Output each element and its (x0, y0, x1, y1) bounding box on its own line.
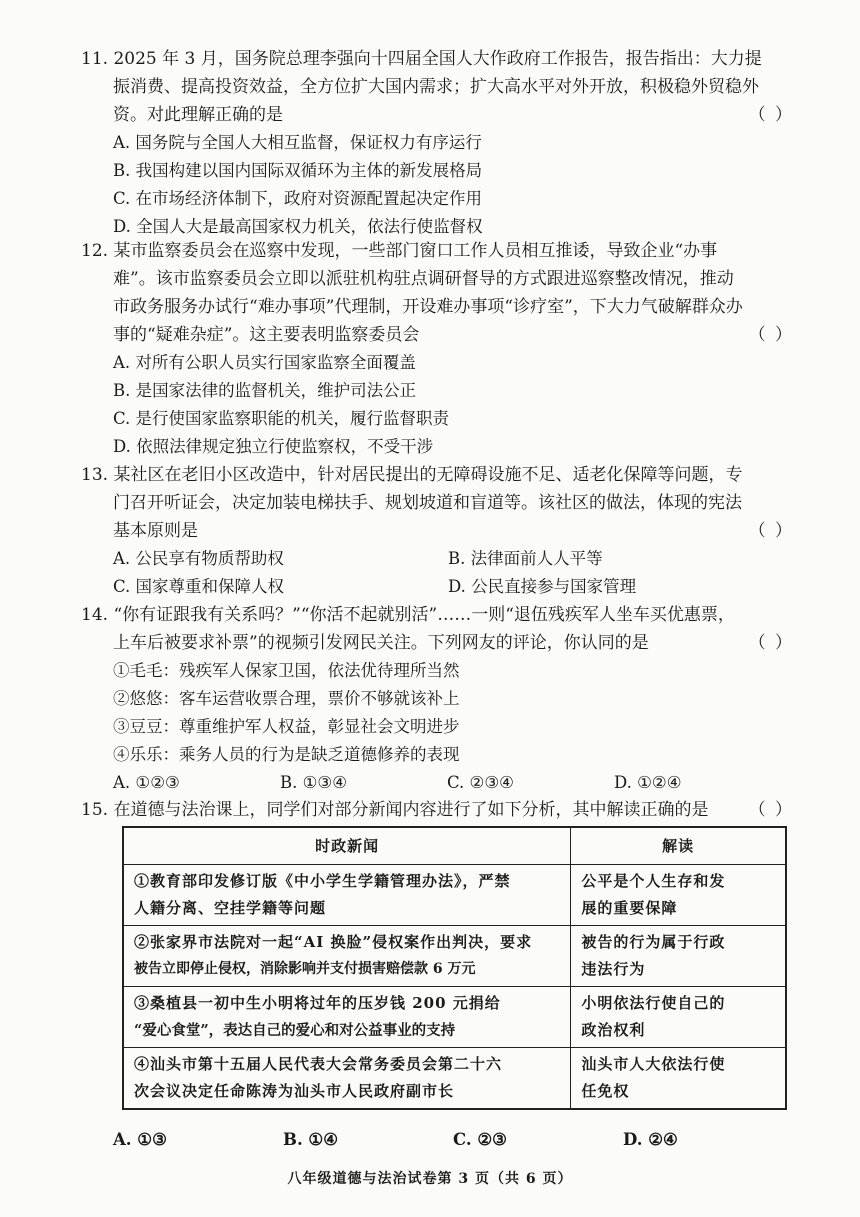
table-row (123, 865, 786, 926)
question-11 (81, 45, 794, 241)
question-12-stem-line-3: 市政务服务办试行“难办事项”代理制，开设难办事项“诊疗室”，下大力气破解群众办 (113, 297, 743, 317)
question-15-stem: 15. 在道德与法治课上，同学们对部分新闻内容进行了如下分析，其中解读正确的是 (81, 800, 709, 820)
table-row (123, 987, 786, 1048)
table-header-row (123, 827, 786, 865)
question-13 (81, 461, 794, 601)
comment-1: ①毛毛：残疾军人保家卫国，依法优待理所当然 (113, 661, 460, 680)
option-c: C. ②③ (453, 1130, 507, 1149)
question-13-stem-line-3: 基本原则是 (113, 521, 198, 541)
question-12-stem-line-2: 难”。该市监察委员会立即以派驻机构驻点调研督导的方式跟进巡察整改情况，推动 (113, 269, 734, 289)
question-15 (81, 796, 794, 824)
option-a: A. 对所有公职人员实行国家监察全面覆盖 (113, 353, 416, 372)
reading-cell: 被告的行为属于行政 违法行为 (571, 926, 786, 987)
question-12-stem-line-4: 事的“疑难杂症”。这主要表明监察委员会 (113, 325, 420, 345)
options-row (86, 769, 794, 797)
question-12-stem-line-1: 12. 某市监察委员会在巡察中发现，一些部门窗口工作人员相互推诿，导致企业“办事 (81, 241, 718, 261)
option-b: B. 我国构建以国内国际双循环为主体的新发展格局 (113, 161, 483, 180)
option-d: D. ①②④ (614, 773, 682, 792)
option-c: C. 在市场经济体制下，政府对资源配置起决定作用 (113, 189, 483, 208)
option-c: C. ②③④ (447, 773, 514, 792)
option-d: D. 全国人大是最高国家权力机关，依法行使监督权 (113, 217, 483, 236)
answer-bracket[interactable]: （ ） (748, 325, 794, 345)
option-a: A. ①②③ (113, 773, 180, 792)
option-a: A. ①③ (113, 1130, 167, 1149)
option-d: D. ②④ (623, 1130, 678, 1149)
option-c: C. 是行使国家监察职能的机关，履行监督职责 (113, 409, 450, 428)
option-b: B. ①④ (283, 1130, 339, 1149)
option-a: A. 国务院与全国人大相互监督，保证权力有序运行 (113, 133, 482, 152)
header-news: 时政新闻 (123, 827, 571, 865)
question-13-stem-line-1: 13. 某社区在老旧小区改造中，针对居民提出的无障碍设施不足、适老化保障等问题，专 (81, 465, 743, 485)
answer-bracket[interactable]: （ ） (748, 521, 794, 541)
question-14 (81, 601, 794, 797)
header-reading: 解读 (571, 827, 786, 865)
news-cell: ③桑植县一初中生小明将过年的压岁钱 200 元捐给 “爱心食堂”，表达自己的爱心和对公益事业的支持 (123, 987, 571, 1048)
news-analysis-table (122, 826, 787, 1110)
answer-bracket[interactable]: （ ） (748, 633, 794, 653)
question-11-stem-line-3: 资。对此理解正确的是 (113, 105, 283, 125)
table-row (123, 1048, 786, 1110)
option-b: B. 是国家法律的监督机关，维护司法公正 (113, 381, 417, 400)
reading-cell: 公平是个人生存和发 展的重要保障 (571, 865, 786, 926)
comment-3: ③豆豆：尊重维护军人权益，彰显社会文明进步 (113, 717, 460, 736)
question-11-stem-line-1: 11. 2025 年 3 月，国务院总理李强向十四届全国人大作政府工作报告，报告指出：大力提 (81, 49, 762, 69)
question-14-stem-line-2: 上车后被要求补票”的视频引发网民关注。下列网友的评论，你认同的是 (113, 633, 649, 653)
table-row (123, 926, 786, 987)
reading-cell: 小明依法行使自己的 政治权利 (571, 987, 786, 1048)
option-d: D. 依照法律规定独立行使监察权，不受干涉 (113, 437, 434, 456)
option-a: A. 公民享有物质帮助权 (113, 549, 284, 568)
answer-bracket[interactable]: （ ） (748, 800, 794, 820)
comment-4: ④乐乐：乘务人员的行为是缺乏道德修养的表现 (113, 745, 460, 764)
options-row-1 (86, 545, 794, 573)
question-15-options (113, 1126, 793, 1154)
answer-bracket[interactable]: （ ） (748, 105, 794, 125)
page-footer: 八年级道德与法治试卷第 3 页（共 6 页） (287, 1171, 573, 1187)
options-row-2 (86, 573, 794, 601)
question-12 (81, 237, 794, 461)
option-c: C. 国家尊重和保障人权 (113, 577, 285, 596)
news-cell: ①教育部印发修订版《中小学生学籍管理办法》，严禁 人籍分离、空挂学籍等问题 (123, 865, 571, 926)
news-cell: ②张家界市法院对一起“AI 换脸”侵权案作出判决，要求 被告立即停止侵权，消除影响并支付损害赔偿款 6 万元 (123, 926, 571, 987)
question-13-stem-line-2: 门召开听证会，决定加装电梯扶手、规划坡道和盲道等。该社区的做法，体现的宪法 (113, 493, 742, 513)
reading-cell: 汕头市人大依法行使 任免权 (571, 1048, 786, 1110)
question-14-stem-line-1: 14. “你有证跟我有关系吗？”“你活不起就别活”……一则“退伍残疾军人坐车买优惠票， (81, 605, 735, 625)
option-b: B. 法律面前人人平等 (448, 549, 603, 568)
news-cell: ④汕头市第十五届人民代表大会常务委员会第二十六 次会议决定任命陈涛为汕头市人民政府副市长 (123, 1048, 571, 1110)
question-11-stem-line-2: 振消费、提高投资效益，全方位扩大国内需求；扩大高水平对外开放，积极稳外贸稳外 (113, 77, 759, 97)
comment-2: ②悠悠：客车运营收票合理，票价不够就该补上 (113, 689, 460, 708)
option-d: D. 公民直接参与国家管理 (448, 577, 637, 596)
option-b: B. ①③④ (280, 773, 347, 792)
